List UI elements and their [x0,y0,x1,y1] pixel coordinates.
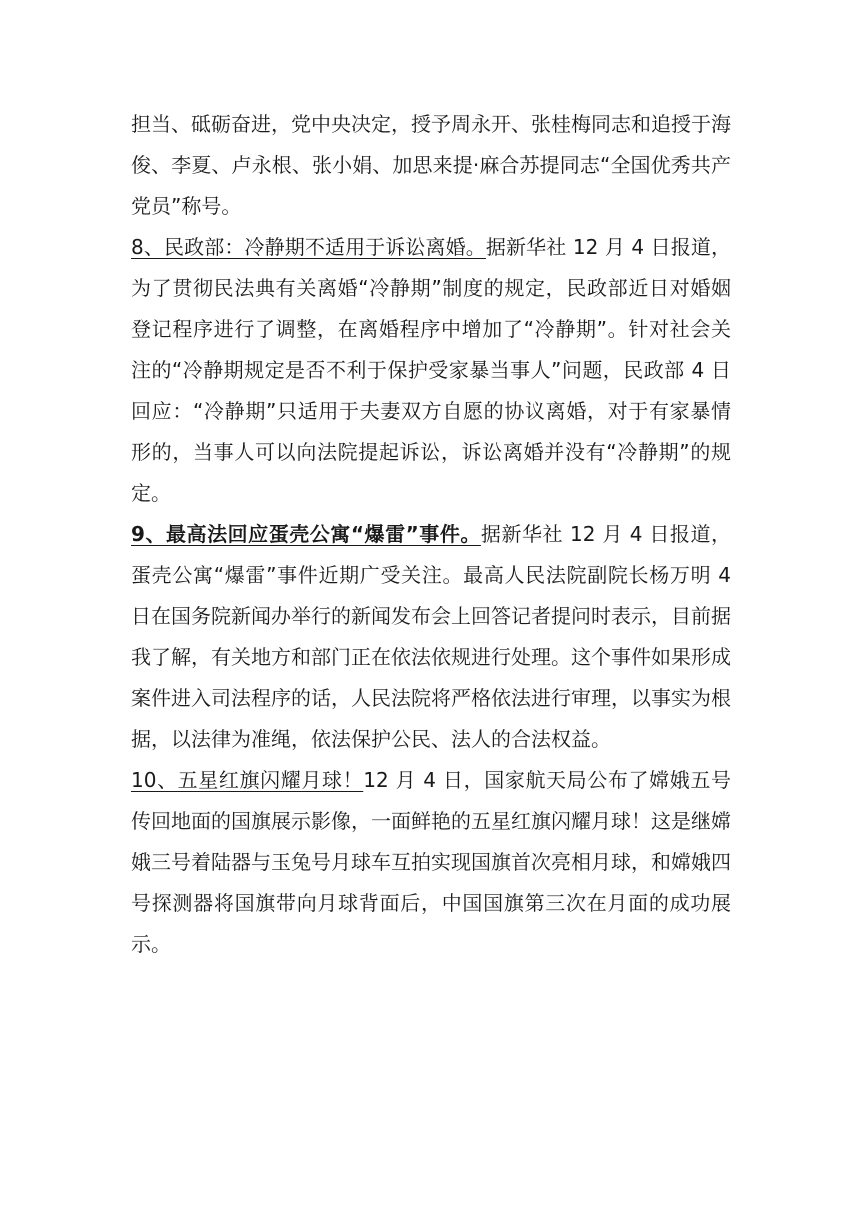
paragraph-continuation [131,104,731,227]
news-item-body: 据新华社 12 月 4 日报道，为了贯彻民法典有关离婚“冷静期”制度的规定，民政部近日对婚姻登记程序进行了调整，在离婚程序中增加了“冷静期”。针对社会关注的“冷静期规定是否不利于保护受家暴当事人”问题，民政部 4 日回应：“冷静期”只适用于夫妻双方自愿的协议离婚，对于有家暴情形的，当事人可以向法院提起诉讼，诉讼离婚并没有“冷静期”的规定。 [131,235,731,505]
news-item-body: 12 月 4 日，国家航天局公布了嫦娥五号传回地面的国旗展示影像，一面鲜艳的五星红旗闪耀月球！这是继嫦娥三号着陆器与玉兔号月球车互拍实现国旗首次亮相月球，和嫦娥四号探测器将国旗带向月球背面后，中国国旗第三次在月面的成功展示。 [131,768,731,956]
news-item-heading: 8、民政部：冷静期不适用于诉讼离婚。 [131,235,486,259]
article-body [131,104,731,965]
news-item-9 [131,514,731,760]
news-item-body: 据新华社 12 月 4 日报道，蛋壳公寓“爆雷”事件近期广受关注。最高人民法院副院长杨万明 4 日在国务院新闻办举行的新闻发布会上回答记者提问时表示，目前据我了解，有关地方和部门正在依法依规进行处理。这个事件如果形成案件进入司法程序的话，人民法院将严格依法进行审理，以事实为根据，以法律为准绳，依法保护公民、法人的合法权益。 [131,522,731,751]
news-item-8 [131,227,731,514]
news-item-10 [131,760,731,965]
paragraph-body: 担当、砥砺奋进，党中央决定，授予周永开、张桂梅同志和追授于海俊、李夏、卢永根、张小娟、加思来提·麻合苏提同志“全国优秀共产党员”称号。 [131,112,731,218]
news-item-heading: 9、最高法回应蛋壳公寓“爆雷”事件。 [131,522,481,546]
news-item-heading: 10、五星红旗闪耀月球！ [131,768,364,792]
